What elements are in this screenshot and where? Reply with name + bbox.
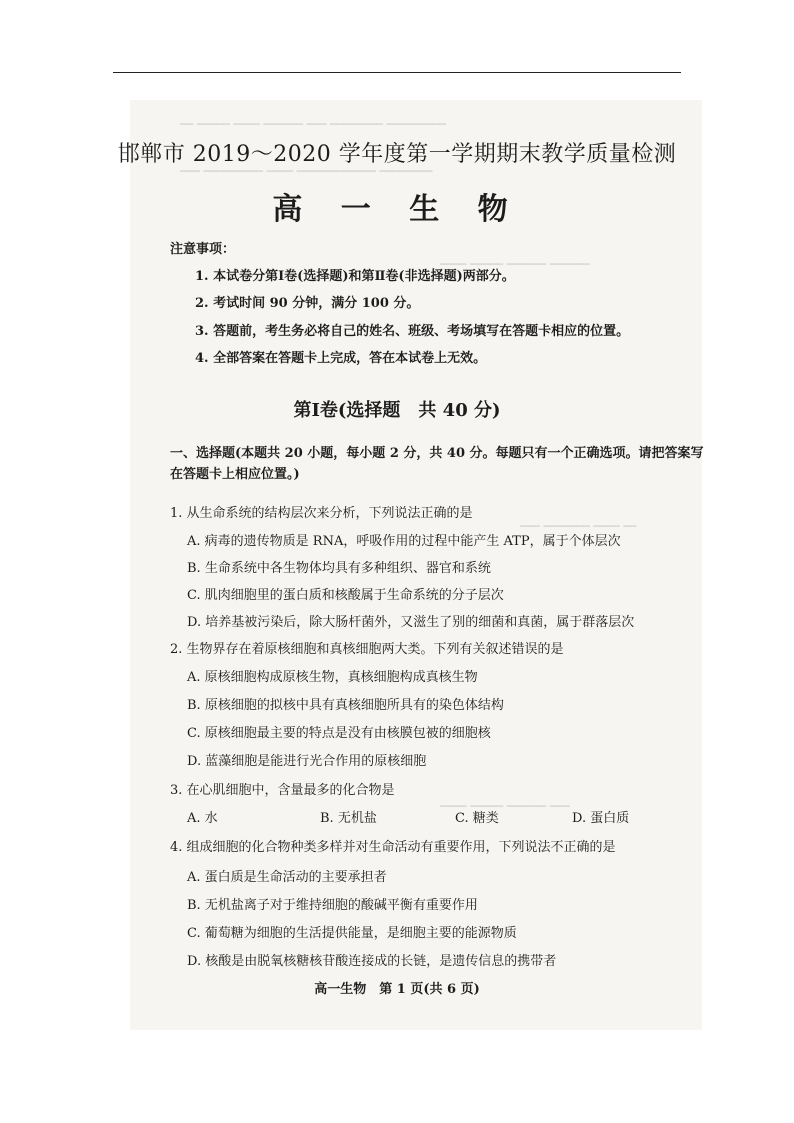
- question-option: D. 培养基被污染后，除大肠杆菌外，又滋生了别的细菌和真菌，属于群落层次: [187, 615, 635, 630]
- page-footer: 高一生物 第 1 页(共 6 页): [314, 982, 480, 997]
- question-option: A. 原核细胞构成原核生物，真核细胞构成真核生物: [187, 670, 478, 685]
- question-option: C. 糖类: [455, 811, 499, 826]
- bleed-through-texture: ━━ ━━━━━ ━━━━ ━━━━━━ ━━━ ━━━━━━━━ ━━━━━━━━━: [180, 118, 447, 131]
- question-option: A. 水: [187, 811, 218, 826]
- question-option: A. 病毒的遗传物质是 RNA，呼吸作用的过程中能产生 ATP，属于个体层次: [187, 534, 621, 549]
- question-option: D. 蓝藻细胞是能进行光合作用的原核细胞: [187, 754, 427, 769]
- note-item: 2. 考试时间 90 分钟，满分 100 分。: [195, 296, 420, 311]
- note-item: 4. 全部答案在答题卡上完成，答在本试卷上无效。: [195, 351, 487, 366]
- section-instruction: 一、选择题(本题共 20 小题，每小题 2 分，共 40 分。每题只有一个正确选项。请把答案写在答题卡上相应位置。): [170, 446, 704, 482]
- question-option: A. 蛋白质是生命活动的主要承担者: [187, 870, 387, 885]
- question-option: B. 生命系统中各生物体均具有多种组织、器官和系统: [187, 561, 491, 576]
- bleed-through-texture: ━━━━ ━━━━━ ━━━━━━ ━━━: [440, 800, 570, 813]
- notes-heading: 注意事项：: [170, 242, 236, 257]
- question-stem: 4. 组成细胞的化合物种类多样并对生命活动有重要作用，下列说法不正确的是: [170, 840, 616, 855]
- note-item: 3. 答题前，考生务必将自己的姓名、班级、考场填写在答题卡相应的位置。: [195, 324, 630, 339]
- question-stem: 3. 在心肌细胞中，含量最多的化合物是: [170, 783, 395, 798]
- top-rule-line: [113, 72, 681, 73]
- question-option: D. 蛋白质: [572, 811, 630, 826]
- bleed-through-texture: ━━━━ ━━━━━ ━━━━━━ ━━━━━━: [440, 258, 590, 271]
- question-option: B. 无机盐: [320, 811, 377, 826]
- bleed-through-texture: ━━━ ━━━━━━━━━ ━━━━ ━━━━━━━━━━━━ ━━━━━━━━: [180, 165, 433, 178]
- question-option: C. 原核细胞最主要的特点是没有由核膜包被的细胞核: [187, 726, 491, 741]
- question-option: B. 原核细胞的拟核中具有真核细胞所具有的染色体结构: [187, 698, 504, 713]
- part1-title: 第Ⅰ卷(选择题 共 40 分): [293, 400, 501, 421]
- question-option: C. 葡萄糖为细胞的生活提供能量，是细胞主要的能源物质: [187, 926, 517, 941]
- exam-title: 邯郸市 2019～2020 学年度第一学期期末教学质量检测: [117, 142, 677, 167]
- subject-title: 高 一 生 物: [272, 192, 522, 227]
- note-item: 1. 本试卷分第Ⅰ卷(选择题)和第Ⅱ卷(非选择题)两部分。: [195, 269, 515, 284]
- question-option: B. 无机盐离子对于维持细胞的酸碱平衡有重要作用: [187, 898, 478, 913]
- question-stem: 2. 生物界存在着原核细胞和真核细胞两大类。下列有关叙述错误的是: [170, 642, 564, 657]
- question-stem: 1. 从生命系统的结构层次来分析，下列说法正确的是: [170, 506, 473, 521]
- question-option: C. 肌肉细胞里的蛋白质和核酸属于生命系统的分子层次: [187, 588, 504, 603]
- question-option: D. 核酸是由脱氧核糖核苷酸连接成的长链，是遗传信息的携带者: [187, 954, 557, 969]
- bleed-through-texture: ━━━ ━━━━━━━ ━━━━ ━━: [520, 520, 637, 533]
